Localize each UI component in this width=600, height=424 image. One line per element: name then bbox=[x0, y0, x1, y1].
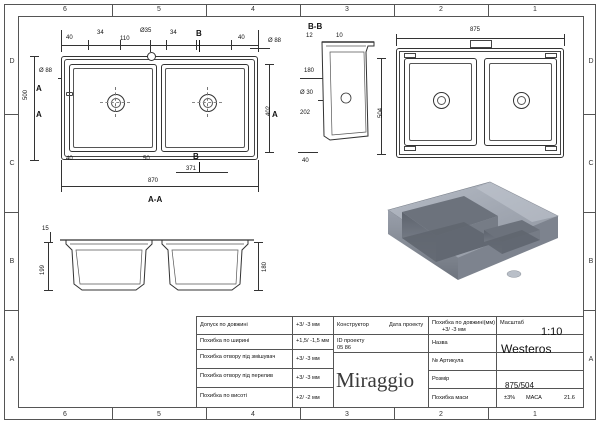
dim-d35: Ø35 bbox=[140, 28, 152, 34]
tb-scale-label: Масштаб bbox=[500, 320, 524, 326]
zone-label-right-c: C bbox=[588, 160, 594, 167]
drain-left-inner bbox=[111, 98, 121, 108]
dim-504: 504 bbox=[378, 107, 384, 118]
size-value: 875/504 bbox=[505, 381, 534, 390]
dim-10: 10 bbox=[336, 33, 343, 39]
zone-label-top-5: 5 bbox=[157, 6, 161, 13]
zone-label-left-c: C bbox=[9, 160, 15, 167]
tb-row-label-3: Похибка отвору під перелив bbox=[200, 373, 274, 379]
zone-tick bbox=[300, 4, 301, 16]
dim-870: 870 bbox=[148, 178, 159, 184]
zone-label-left-a: A bbox=[9, 356, 15, 363]
model-name: Westeros bbox=[501, 342, 552, 356]
dim-40-left: 40 bbox=[66, 35, 73, 41]
section-aa-profile bbox=[58, 236, 258, 306]
zone-label-bottom-6: 6 bbox=[63, 411, 67, 418]
tb-konstruktor-label: Конструктор bbox=[337, 322, 369, 328]
section-letter-b-bottom: B bbox=[193, 152, 199, 161]
tb-row-label-2: Похибка отвору під змішувач bbox=[200, 354, 276, 360]
dim-371: 371 bbox=[186, 166, 197, 172]
tb-row-label-1: Похибка по ширині bbox=[200, 338, 250, 344]
zone-tick bbox=[206, 408, 207, 420]
zone-label-top-3: 3 bbox=[345, 6, 349, 13]
section-bb-profile bbox=[316, 36, 396, 156]
zone-label-right-b: B bbox=[588, 258, 594, 265]
zone-label-bottom-3: 3 bbox=[345, 411, 349, 418]
tap-hole bbox=[147, 52, 156, 61]
tb-row-label-0: Допуск по довжині bbox=[200, 322, 248, 328]
zone-label-bottom-4: 4 bbox=[251, 411, 255, 418]
mount-clip bbox=[404, 146, 416, 151]
dim-15: 15 bbox=[42, 226, 49, 232]
dim-d88-left: Ø 88 bbox=[39, 68, 53, 74]
dim-875: 875 bbox=[470, 27, 481, 33]
zone-tick bbox=[584, 310, 596, 311]
dim-180: 180 bbox=[304, 68, 315, 74]
mount-clip bbox=[404, 53, 416, 58]
dim-40-right: 40 bbox=[238, 35, 245, 41]
top-view-tap-ledge bbox=[470, 40, 492, 48]
mount-clip bbox=[545, 146, 557, 151]
product-3d-render bbox=[372, 176, 562, 296]
zone-label-top-1: 1 bbox=[533, 6, 537, 13]
zone-tick bbox=[394, 4, 395, 16]
scale-value: 1:10 bbox=[541, 326, 563, 338]
zone-label-top-4: 4 bbox=[251, 6, 255, 13]
dim-110: 110 bbox=[120, 36, 130, 42]
tb-mass-word: МАСА bbox=[526, 395, 542, 401]
zone-tick bbox=[488, 408, 489, 420]
zone-tick bbox=[584, 212, 596, 213]
dim-d30: Ø 30 bbox=[300, 90, 314, 96]
tb-mass-label: Похибка маси bbox=[432, 395, 469, 401]
zone-tick bbox=[112, 4, 113, 16]
dim-180-section: 180 bbox=[262, 261, 268, 272]
tb-row-value-1: +1,5/ -1,5 мм bbox=[296, 338, 330, 344]
dim-12: 12 bbox=[306, 33, 313, 39]
section-letter-a-right: A bbox=[272, 110, 278, 119]
section-bb-title: B-B bbox=[308, 22, 323, 31]
dim-202: 202 bbox=[300, 110, 311, 116]
tb-mass-value: 21.6 bbox=[564, 395, 575, 401]
zone-label-bottom-5: 5 bbox=[157, 411, 161, 418]
mount-clip bbox=[545, 53, 557, 58]
tb-data-label: Дата проекту bbox=[389, 322, 424, 328]
top-view-drain-left-inner bbox=[437, 96, 446, 105]
zone-label-left-b: B bbox=[9, 258, 15, 265]
zone-label-bottom-1: 1 bbox=[533, 411, 537, 418]
overflow-slot bbox=[66, 92, 73, 96]
zone-label-left-d: D bbox=[9, 58, 15, 65]
tb-name-label: Назва bbox=[432, 340, 448, 346]
zone-tick bbox=[4, 114, 18, 115]
tb-id-label: ID проекту bbox=[337, 338, 365, 344]
tb-article-label: № Артикула bbox=[432, 358, 464, 364]
tb-tolerance-value: +3/ -3 мм bbox=[442, 327, 466, 333]
tb-row-value-3: +3/ -3 мм bbox=[296, 375, 320, 381]
section-letter-a-left2: A bbox=[36, 110, 42, 119]
zone-tick bbox=[4, 212, 18, 213]
tb-id-value: 05 86 bbox=[337, 345, 351, 351]
zone-label-top-6: 6 bbox=[63, 6, 67, 13]
tb-row-value-2: +3/ -3 мм bbox=[296, 356, 320, 362]
zone-tick bbox=[206, 4, 207, 16]
tb-size-label: Розмір bbox=[432, 376, 450, 382]
dim-34: 34 bbox=[97, 30, 104, 36]
zone-tick bbox=[4, 310, 18, 311]
tb-row-label-4: Похибка по висоті bbox=[200, 393, 247, 399]
top-view-drain-right-inner bbox=[517, 96, 526, 105]
dim-500: 500 bbox=[23, 89, 29, 100]
title-block bbox=[196, 316, 584, 408]
zone-tick bbox=[300, 408, 301, 420]
brand-logo: Miraggio bbox=[336, 368, 415, 392]
dim-402: 402 bbox=[266, 105, 272, 116]
dim-34b: 34 bbox=[170, 30, 177, 36]
drain-right-inner bbox=[203, 98, 213, 108]
zone-label-right-d: D bbox=[588, 58, 594, 65]
tb-mass-tol: ±3% bbox=[504, 395, 516, 401]
zone-tick bbox=[394, 408, 395, 420]
section-letter-a-left: A bbox=[36, 84, 42, 93]
zone-tick bbox=[112, 408, 113, 420]
zone-label-top-2: 2 bbox=[439, 6, 443, 13]
dim-40-bottom: 40 bbox=[66, 156, 73, 162]
dim-40-section: 40 bbox=[302, 158, 309, 164]
tb-tolerance-title: Похибка по довжині(мм) bbox=[432, 320, 496, 326]
dim-199: 199 bbox=[40, 264, 46, 275]
dim-50: 50 bbox=[143, 156, 150, 162]
tb-row-value-4: +2/ -2 мм bbox=[296, 395, 320, 401]
dim-d88-right: Ø 88 bbox=[268, 38, 282, 44]
zone-tick bbox=[488, 4, 489, 16]
zone-label-bottom-2: 2 bbox=[439, 411, 443, 418]
section-title-aa: A-A bbox=[148, 195, 163, 204]
zone-label-right-a: A bbox=[588, 356, 594, 363]
section-letter-b-top: B bbox=[196, 29, 202, 38]
zone-tick bbox=[584, 114, 596, 115]
tb-row-value-0: +3/ -3 мм bbox=[296, 322, 320, 328]
